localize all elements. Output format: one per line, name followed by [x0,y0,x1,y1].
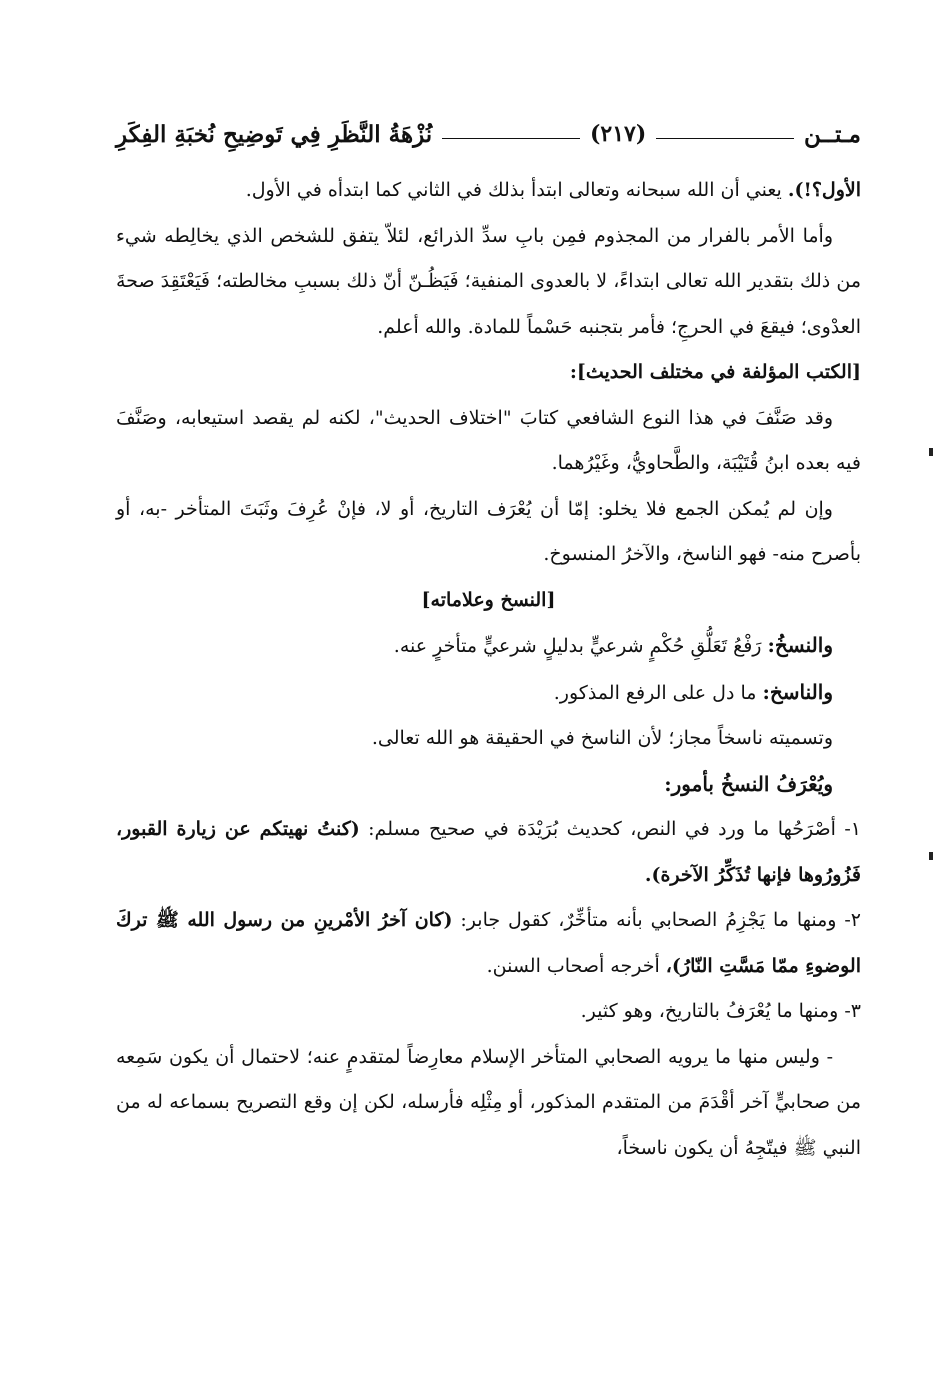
section-heading-naskh: [النسخ وعلاماته] [421,588,556,611]
list-item-3: ٣- ومنها ما يُعْرَفُ بالتاريخ، وهو كثير. [580,1000,861,1022]
list-item-2-quote: (كان آخرُ الأمْرينِ من رسول الله ﷺ تركَ الوضوءِ ممّا مَسَّتِ النّارُ)، [116,909,861,977]
definition-naskh [116,623,861,670]
definition-nasikh-term: والناسخ: [762,679,833,704]
paragraph-1-bold: الأول؟!). [787,179,861,201]
paragraph-1 [116,168,861,214]
running-header [116,112,861,156]
list-item-2 [116,898,861,989]
section-heading-books: [الكتب المؤلفة في مختلف الحديث]: [569,361,861,383]
definition-naskh-term: والنسخُ: [767,633,833,657]
header-rule-left [442,138,580,139]
list-item-2-source: أخرجه أصحاب السنن. [486,954,666,977]
subheading-signs: ويُعْرَفُ النسخُ بأمور: [664,771,833,796]
page-body [116,168,861,1171]
page-number: (٢١٧) [589,121,647,147]
paragraph-1-text: يعني أن الله سبحانه وتعالى ابتدأ بذلك في الثاني كما ابتدأه في الأول. [245,179,788,201]
margin-mark [929,448,933,456]
paragraph-4: وإن لم يُمكن الجمع فلا يخلو: إمّا أن يُعْرَف التاريخ، أو لا، فإنْ عُرِفَ وثَبَتَ المتأخر -به، أو بأصرح منه- فهو الناسخ، والآخرُ المنسوخ. [116,497,861,565]
paragraph-5: - وليس منها ما يرويه الصحابي المتأخر الإسلام معارِضاً لمتقدمٍ عنه؛ لاحتمال أن يكون سَمِعه من صحابيٍّ آخر أقْدَمَ من المتقدم المذكور، أو مِثْلِه فأرسله، لكن إن وقع التصريح بسماعه له من النبي ﷺ فيتّجِهُ أن يكون ناسخاً، [116,1045,861,1159]
list-item-1-quote: (كنتُ نهيتكم عن زيارة القبور، فَزُورُوها فإنها تُذَكِّرُ الآخرة). [116,818,861,886]
section-label: مـتــن [804,120,861,148]
margin-mark [929,852,933,860]
header-rule-right [656,138,794,139]
list-item-2-text: ٢- ومنها ما يَجْزِمُ الصحابي بأنه متأخِّرٌ، كقول جابر: [452,909,862,931]
definition-nasikh [116,670,861,717]
definition-nasikh-text: ما دل على الرفع المذكور. [553,681,763,704]
paragraph-2: وأما الأمر بالفرار من المجذوم فمِن بابِ سدِّ الذرائع، لئلاّ يتفق للشخص الذي يخالِطه شيء من ذلك بتقدير الله تعالى ابتداءً، لا بالعدوى المنفية؛ فَيَظُـنّ أنّ ذلك بسببِ مخالطته؛ فَيَعْتَقِدَ صحةَ العدْوى؛ فيقعَ في الحرجِ؛ فأمر بتجنبه حَسْماً للمادة. والله أعلم. [116,224,861,338]
list-item-1-text: ١- أصْرَحُها ما ورد في النص، كحديث بُرَيْدَة في صحيح مسلم: [359,818,861,840]
definition-naskh-text: رَفْعُ تَعَلُّقِ حُكْمٍ شرعيٍّ بدليلٍ شرعيٍّ متأخرٍ عنه. [393,635,768,657]
definition-note: وتسميته ناسخاً مجاز؛ لأن الناسخ في الحقيقة هو الله تعالى. [371,727,833,749]
book-title: نُزْهَةُ النَّظَرِ فِي تَوضِيحِ نُخبَةِ الفِكَرِ [115,120,433,148]
list-item-1 [116,807,861,898]
paragraph-3: وقد صَنَّفَ في هذا النوع الشافعي كتابَ "اختلاف الحديث"، لكنه لم يقصد استيعابه، وصَنَّفَ فيه بعده ابنُ قُتَيْبَة، والطَّحاويُّ، وغَيْرُهما. [116,406,861,474]
